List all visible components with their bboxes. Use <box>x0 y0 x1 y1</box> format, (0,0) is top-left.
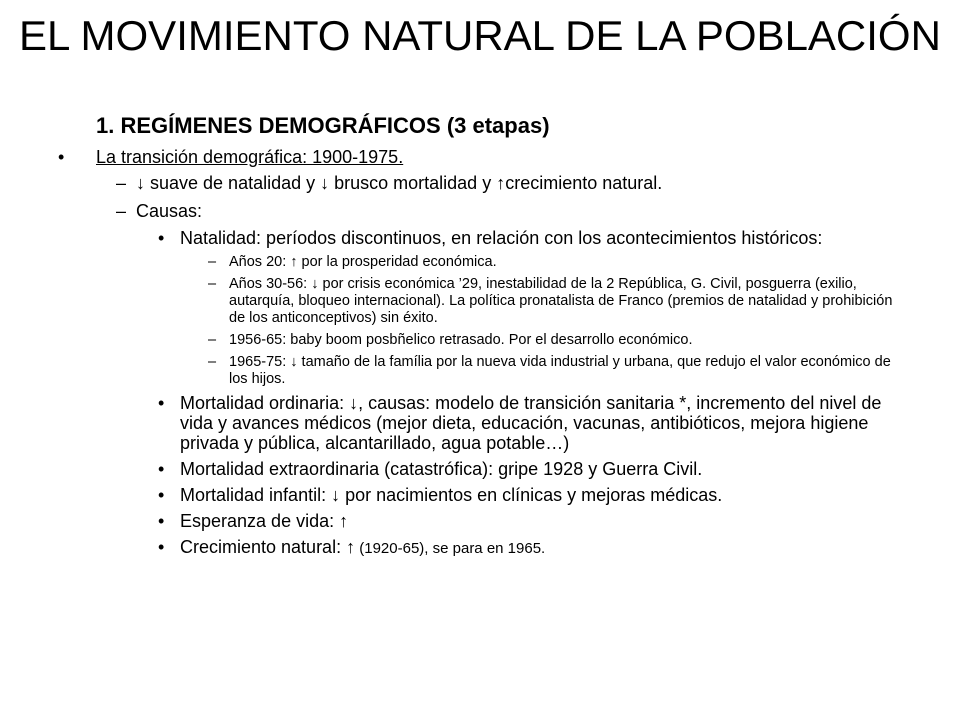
bullet-mortalidad-extraordinaria <box>0 459 960 479</box>
bullet-text: Mortalidad infantil: ↓ por nacimientos en clínicas y mejoras médicas. <box>180 485 723 505</box>
bullet-esperanza-vida <box>0 511 960 531</box>
crecimiento-detail: (1920-65), se para en 1965. <box>355 540 546 557</box>
bullet-text: Natalidad: períodos discontinuos, en relación con los acontecimientos históricos: <box>180 228 823 248</box>
crecimiento-label: Crecimiento natural: ↑ <box>180 537 356 557</box>
dash-text: 1956-65: baby boom posbñelico retrasado. Por el desarrollo económico. <box>229 332 693 348</box>
bullet-marker: • <box>158 537 165 557</box>
bullet-text: Mortalidad ordinaria: ↓, causas: modelo de transición sanitaria *, incremento del nivel de vida y avances médicos (mejor dieta, educación, vacunas, antibióticos, mejora higiene privada y pública, alcantarillado, agua potable…) <box>180 393 882 453</box>
dash-marker: – <box>208 276 217 292</box>
bullet-mortalidad-infantil <box>0 485 960 505</box>
dash-marker: – <box>116 201 127 221</box>
dash-marker: – <box>208 254 217 270</box>
bullet-marker: • <box>158 393 165 413</box>
dash-text: ↓ suave de natalidad y ↓ brusco mortalidad y ↑crecimiento natural. <box>136 173 663 193</box>
dash-marker: – <box>208 332 217 348</box>
bullet-text: Esperanza de vida: ↑ <box>180 511 349 531</box>
bullet-marker: • <box>58 147 65 167</box>
bullet-mortalidad-ordinaria <box>0 393 960 453</box>
dash-baby-boom <box>0 332 960 349</box>
dash-anos-30-56 <box>0 276 960 327</box>
bullet-marker: • <box>158 485 165 505</box>
bullet-crecimiento-natural <box>0 537 960 559</box>
bullet-text <box>180 537 545 557</box>
bullet-text: La transición demográfica: 1900-1975. <box>96 147 404 167</box>
slide-title: EL MOVIMIENTO NATURAL DE LA POBLACIÓN <box>19 12 941 59</box>
slide-subtitle: 1. REGÍMENES DEMOGRÁFICOS (3 etapas) <box>96 113 550 138</box>
bullet-marker: • <box>158 511 165 531</box>
dash-text: Años 30-56: ↓ por crisis económica ’29, inestabilidad de la 2 República, G. Civil, posguerra (exilio, autarquía, bloqueo internacional). La política pronatalista de Franco (premios de natalidad y prohibición de los anticonceptivos) sin éxito. <box>229 276 893 326</box>
slide-content <box>0 146 960 565</box>
dash-anos-65-75 <box>0 354 960 388</box>
bullet-transicion <box>0 146 960 168</box>
dash-causas <box>0 200 960 222</box>
dash-marker: – <box>208 354 217 370</box>
dash-text: Causas: <box>136 201 203 221</box>
dash-anos-20 <box>0 254 960 271</box>
dash-tendencia <box>0 172 960 194</box>
bullet-natalidad <box>0 228 960 248</box>
bullet-marker: • <box>158 459 165 479</box>
bullet-marker: • <box>158 228 165 248</box>
dash-marker: – <box>116 173 127 193</box>
dash-text: Años 20: ↑ por la prosperidad económica. <box>229 254 497 270</box>
bullet-text: Mortalidad extraordinaria (catastrófica): gripe 1928 y Guerra Civil. <box>180 459 703 479</box>
dash-text: 1965-75: ↓ tamaño de la família por la nueva vida industrial y urbana, que redujo el valor económico de los hijos. <box>229 354 891 387</box>
